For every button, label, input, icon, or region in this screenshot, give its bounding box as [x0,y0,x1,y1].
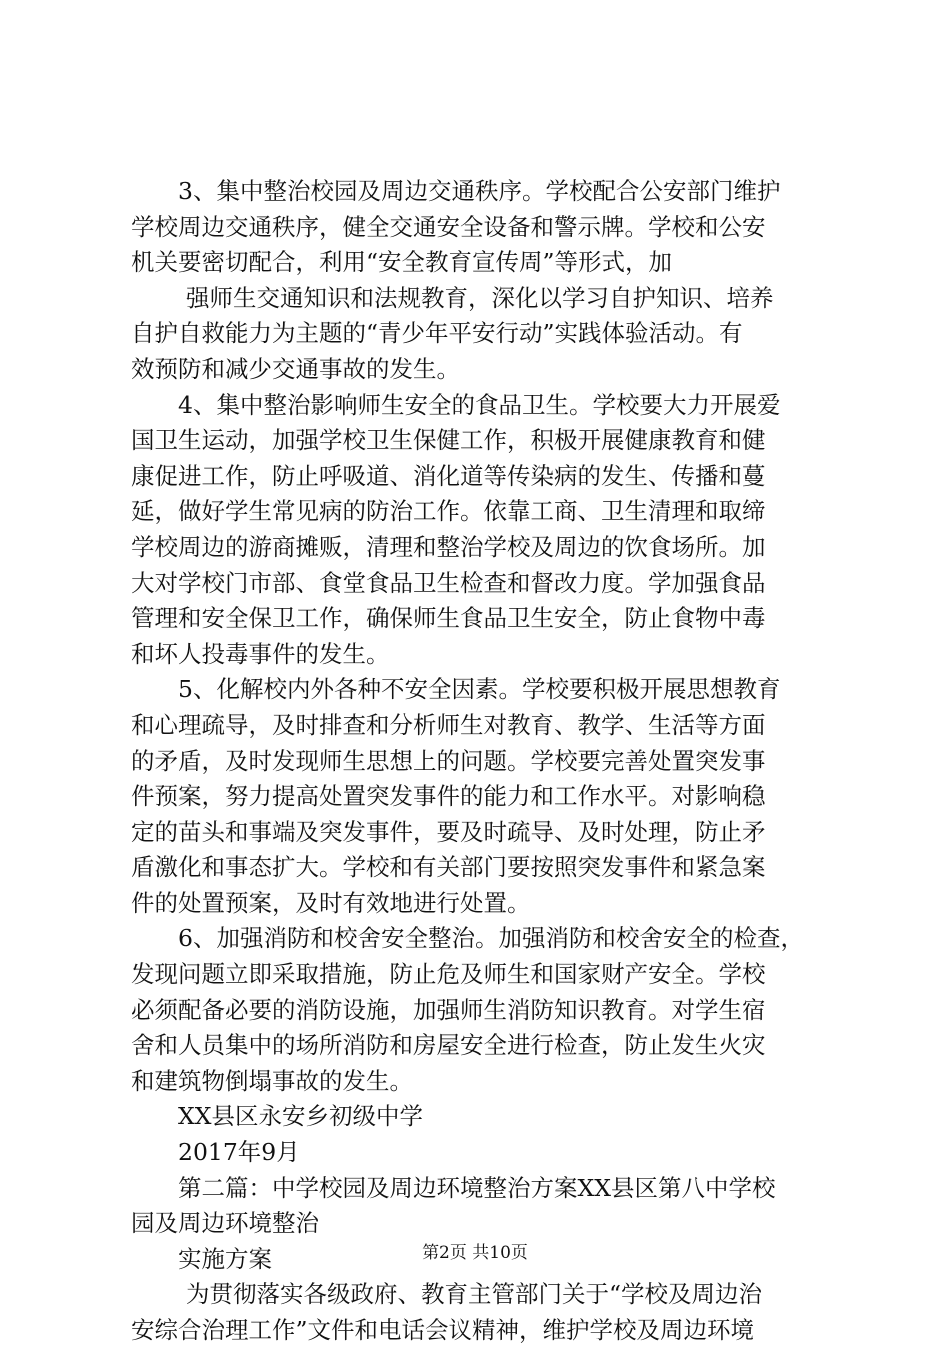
text-line-29: 第二篇：中学校园及周边环境整治方案XX县区第八中学校 [178,1173,776,1202]
text-line-19: 定的苗头和事端及突发事件，要及时疏导、及时处理，防止矛 [131,817,766,846]
text-line-14: 和坏人投毒事件的发生。 [131,639,390,668]
text-line-21: 件的处置预案，及时有效地进行处置。 [131,888,531,917]
text-line-24: 必须配备必要的消防设施，加强师生消防知识教育。对学生宿 [131,995,766,1024]
text-line-23: 发现问题立即采取措施，防止危及师生和国家财产安全。学校 [131,960,766,989]
text-line-1: 3、集中整治校园及周边交通秩序。学校配合公安部门维护 [178,177,781,205]
text-line-6: 效预防和减少交通事故的发生。 [131,354,460,383]
text-line-13: 管理和安全保卫工作，确保师生食品卫生安全，防止食物中毒 [131,604,766,633]
document-body [131,174,831,1349]
text-line-22: 6、加强消防和校舍安全整治。加强消防和校舍安全的检查， [178,924,804,953]
text-line-17: 的矛盾，及时发现师生思想上的问题。学校要完善处置突发事 [131,746,766,775]
text-line-26: 和建筑物倒塌事故的发生。 [131,1066,413,1095]
text-line-12: 大对学校门市部、食堂食品卫生检查和督改力度。学加强食品 [131,568,766,597]
text-line-4: 强师生交通知识和法规教育，深化以学习自护知识、培养 [186,283,774,312]
text-line-32: 为贯彻落实各级政府、教育主管部门关于“学校及周边治 [186,1280,763,1309]
text-line-2: 学校周边交通秩序，健全交通安全设备和警示牌。学校和公安 [131,212,766,241]
text-line-20: 盾激化和事态扩大。学校和有关部门要按照突发事件和紧急案 [131,853,766,882]
page-number: 第2页 共10页 [422,1243,528,1263]
signature-school: XX县区永安乡初级中学 [178,1102,423,1131]
text-line-9: 康促进工作，防止呼吸道、消化道等传染病的发生、传播和蔓 [131,461,766,490]
text-line-15: 5、化解校内外各种不安全因素。学校要积极开展思想教育 [178,675,781,704]
text-line-10: 延，做好学生常见病的防治工作。依靠工商、卫生清理和取缔 [131,497,766,526]
text-line-5: 自护自救能力为主题的“青少年平安行动”实践体验活动。有 [131,319,743,348]
text-line-30: 园及周边环境整治 [131,1209,319,1238]
section-heading: 实施方案 [178,1244,272,1273]
text-line-16: 和心理疏导，及时排查和分析师生对教育、教学、生活等方面 [131,710,766,739]
text-line-8: 国卫生运动，加强学校卫生保健工作，积极开展健康教育和健 [131,426,766,455]
text-line-33: 安综合治理工作”文件和电话会议精神，维护学校及周边环境 [131,1316,755,1344]
text-line-11: 学校周边的游商摊贩，清理和整治学校及周边的饮食场所。加 [131,532,766,561]
text-line-7: 4、集中整治影响师生安全的食品卫生。学校要大力开展爱 [178,390,781,419]
text-line-18: 件预案，努力提高处置突发事件的能力和工作水平。对影响稳 [131,782,766,811]
signature-date: 2017年9月 [178,1138,300,1167]
text-line-3: 机关要密切配合，利用“安全教育宣传周”等形式，加 [131,248,673,277]
text-line-25: 舍和人员集中的场所消防和房屋安全进行检查，防止发生火灾 [131,1031,766,1060]
